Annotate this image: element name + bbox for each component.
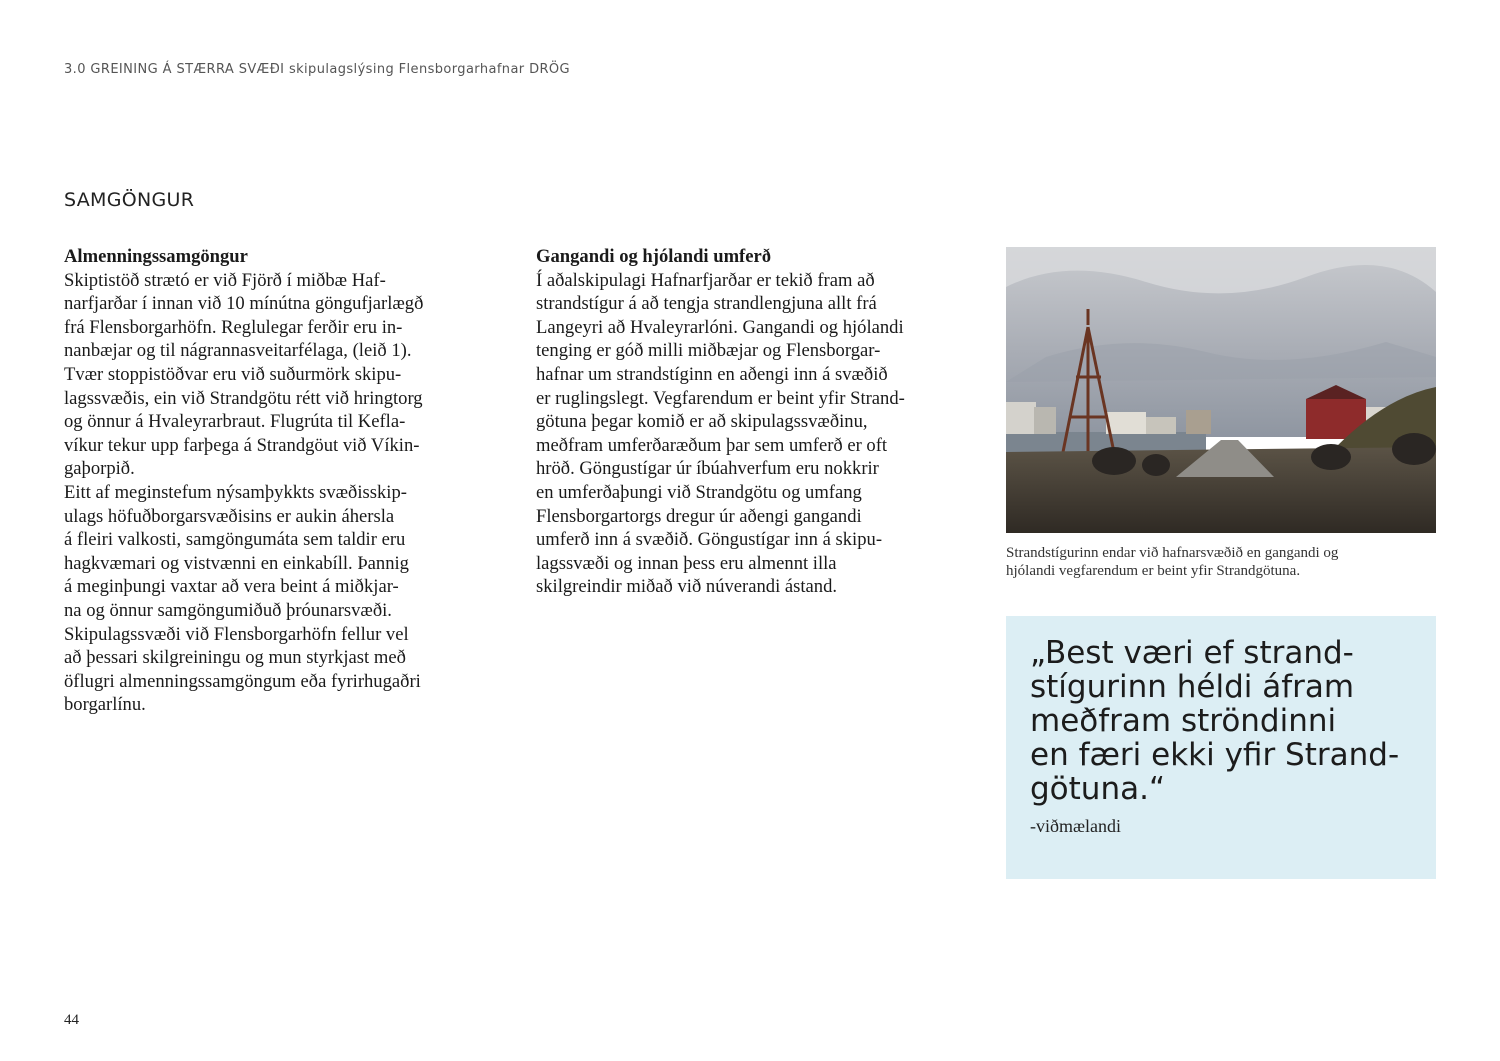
column-heading: Gangandi og hjólandi umferð	[536, 246, 772, 267]
quote-line: meðfram ströndinni	[1030, 703, 1337, 739]
paragraph-line: meðfram umferðaræðum þar sem umferð er oft	[536, 434, 888, 456]
paragraph-line: umferð inn á svæðið. Göngustígar inn á skipu-	[536, 529, 883, 551]
quote-line: „Best væri ef strand-	[1030, 635, 1354, 671]
caption-line: Strandstígurinn endar við hafnarsvæðið en gangandi og	[1006, 545, 1339, 561]
quote-line: götuna.“	[1030, 771, 1166, 807]
paragraph-line: na og önnur samgöngumiðuð þróunarsvæði.	[64, 599, 392, 621]
paragraph-line: á fleiri valkosti, samgöngumáta sem taldir eru	[64, 529, 406, 551]
paragraph-line: frá Flensborgarhöfn. Reglulegar ferðir eru in-	[64, 316, 403, 338]
paragraph-line: Skiptistöð strætó er við Fjörð í miðbæ Haf-	[64, 269, 386, 291]
paragraph-line: en umferðaþungi við Strandgötu og umfang	[536, 481, 862, 503]
paragraph-line: Í aðalskipulagi Hafnarfjarðar er tekið fram að	[536, 269, 875, 291]
quote-line: stígurinn héldi áfram	[1030, 669, 1355, 705]
photo-caption	[1006, 544, 1436, 580]
paragraph-line: Skipulagssvæði við Flensborgarhöfn fellur vel	[64, 623, 409, 645]
paragraph-line: nanbæjar og til nágrannasveitarfélaga, (leið 1).	[64, 340, 412, 362]
running-header: 3.0 GREINING Á STÆRRA SVÆÐI skipulagslýsing Flensborgarhafnar DRÖG	[64, 62, 571, 77]
middle-column	[536, 245, 976, 599]
paragraph-line: Langeyri að Hvaleyrarlóni. Gangandi og hjólandi	[536, 316, 904, 338]
paragraph-line: gaþorpið.	[64, 458, 135, 480]
paragraph-line: Tvær stoppistöðvar eru við suðurmörk skipu-	[64, 363, 402, 385]
paragraph-line: öflugri almenningssamgöngum eða fyrirhugaðri	[64, 670, 421, 692]
left-column	[64, 245, 504, 717]
paragraph-line: að þessari skilgreiningu og mun styrkjast með	[64, 647, 406, 669]
paragraph-line: og önnur á Hvaleyrarbraut. Flugrúta til Kefla-	[64, 411, 406, 433]
paragraph-line: hafnar um strandstíginn en aðengi inn á svæðið	[536, 363, 888, 385]
paragraph-line: götuna þegar komið er að skipulagssvæðinu,	[536, 411, 868, 433]
column-heading: Almenningssamgöngur	[64, 246, 248, 267]
quote-box	[1006, 616, 1436, 879]
paragraph-line: víkur tekur upp farþega á Strandgöut við Víkin-	[64, 434, 420, 456]
quote-text	[1030, 636, 1399, 806]
paragraph-line: hagkvæmari og vistvænni en einkabíll. Þannig	[64, 552, 409, 574]
paragraph-line: ulags höfuðborgarsvæðisins er aukin áhersla	[64, 505, 395, 527]
paragraph-line: tenging er góð milli miðbæjar og Flensborgar-	[536, 340, 881, 362]
paragraph-line: lagssvæðis, ein við Strandgötu rétt við hringtorg	[64, 387, 423, 409]
paragraph-line: skilgreindir miðað við núverandi ástand.	[536, 576, 838, 598]
section-title: SAMGÖNGUR	[64, 189, 195, 211]
paragraph-line: hröð. Göngustígar úr íbúahverfum eru nokkrir	[536, 458, 879, 480]
page-number: 44	[64, 1012, 79, 1028]
paragraph-line: borgarlínu.	[64, 694, 146, 716]
quote-attribution: -viðmælandi	[1030, 816, 1121, 836]
paragraph-line: strandstígur á að tengja strandlengjuna allt frá	[536, 293, 877, 315]
paragraph-line: Eitt af meginstefum nýsamþykkts svæðisskip-	[64, 481, 407, 503]
paragraph-line: Flensborgartorgs dregur úr aðengi gangandi	[536, 505, 862, 527]
paragraph-line: lagssvæði og innan þess eru almennt illa	[536, 552, 837, 574]
harbor-photo	[1006, 247, 1436, 533]
paragraph-line: narfjarðar í innan við 10 mínútna göngufjarlægð	[64, 293, 424, 315]
paragraph-line: er ruglingslegt. Vegfarendum er beint yfir Strand-	[536, 387, 905, 409]
caption-line: hjólandi vegfarendum er beint yfir Strandgötuna.	[1006, 563, 1301, 579]
paragraph-line: á meginþungi vaxtar að vera beint á miðkjar-	[64, 576, 399, 598]
quote-line: en færi ekki yfir Strand-	[1030, 737, 1400, 773]
